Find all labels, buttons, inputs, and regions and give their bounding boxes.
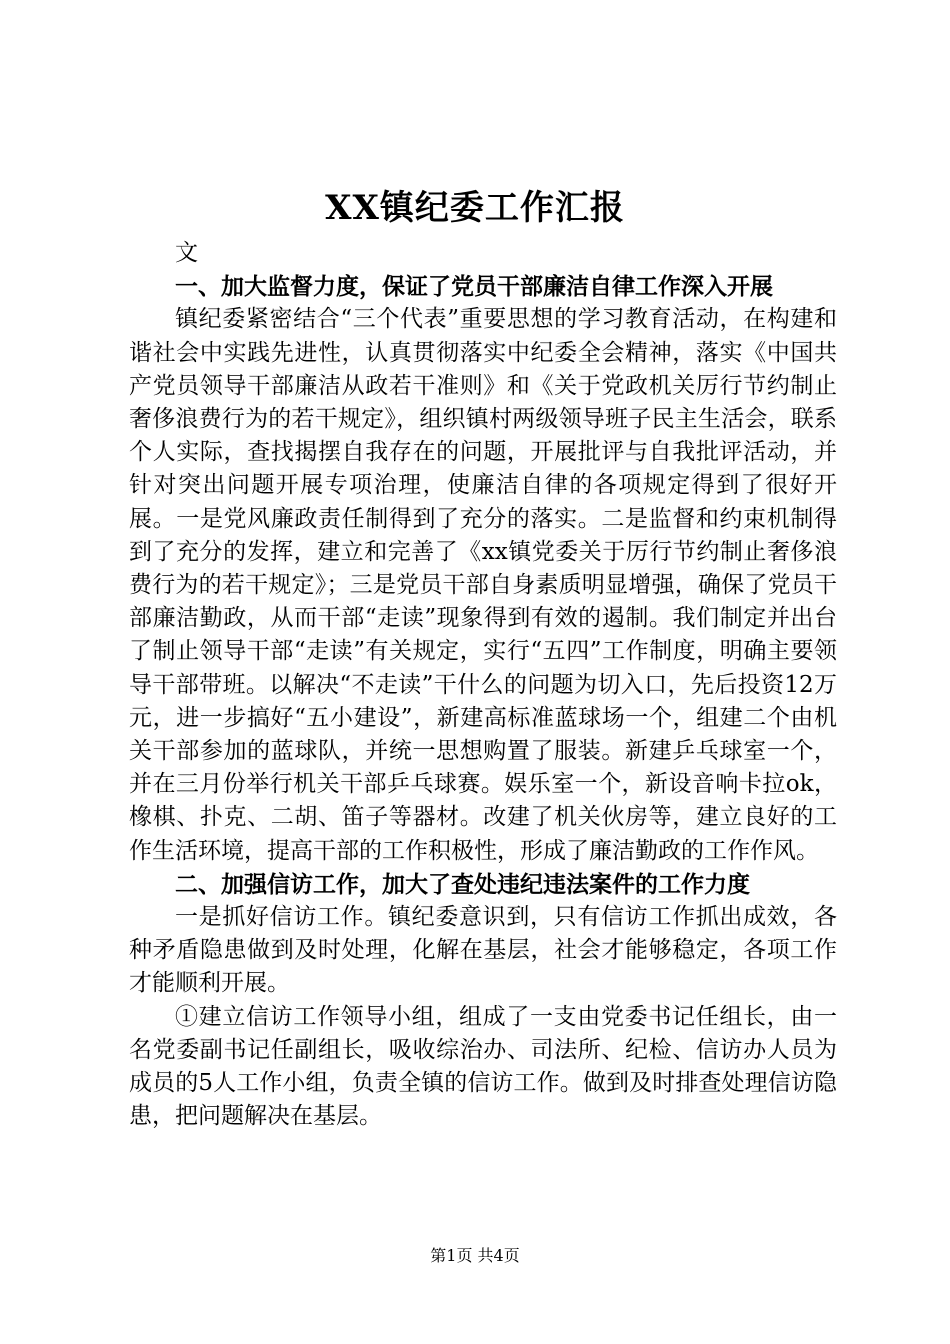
document-body (129, 237, 837, 1133)
document-title: XX镇纪委工作汇报 (325, 188, 625, 228)
paragraph-1: 镇纪委紧密结合“三个代表”重要思想的学习教育活动，在构建和谐社会中实践先进性，认真贯彻落实中纪委全会精神，落实《中国共产党员领导干部廉洁从政若干准则》和《关于党政机关厉行节约制止奢侈浪费行为的若干规定》，组织镇村两级领导班子民主生活会，联系个人实际，查找揭摆自我存在的问题，开展批评与自我批评活动，并针对突出问题开展专项治理，使廉洁自律的各项规定得到了很好开展。一是党风廉政责任制得到了充分的落实。二是监督和约束机制得到了充分的发挥，建立和完善了《xx镇党委关于厉行节约制止奢侈浪费行为的若干规定》；三是党员干部自身素质明显增强，确保了党员干部廉洁勤政，从而干部“走读”现象得到有效的遏制。我们制定并出台了制止领导干部“走读”有关规定，实行“五四”工作制度，明确主要领导干部带班。以解决“不走读”干什么的问题为切入口，先后投资12万元，进一步搞好“五小建设”，新建高标准蓝球场一个，组建二个由机关干部参加的蓝球队，并统一思想购置了服装。新建乒乓球室一个，并在三月份举行机关干部乒乓球赛。娱乐室一个，新设音响卡拉ok，橡棋、扑克、二胡、笛子等器材。改建了机关伙房等，建立良好的工作生活环境，提高干部的工作积极性，形成了廉洁勤政的工作作风。 (129, 306, 837, 864)
section-heading-1: 一、加大监督力度，保证了党员干部廉洁自律工作深入开展 (175, 273, 773, 301)
section-heading-2: 二、加强信访工作，加大了查处违纪违法案件的工作力度 (175, 870, 750, 898)
paragraph-2: 一是抓好信访工作。镇纪委意识到，只有信访工作抓出成效，各种矛盾隐患做到及时处理，化解在基层，社会才能够稳定，各项工作才能顺利开展。 (129, 904, 837, 997)
paragraph-3: ①建立信访工作领导小组，组成了一支由党委书记任组长，由一名党委副书记任副组长，吸收综治办、司法所、纪检、信访办人员为成员的5人工作小组，负责全镇的信访工作。做到及时排查处理信访隐患，把问题解决在基层。 (129, 1003, 837, 1130)
author-line: 文 (175, 240, 198, 266)
page-footer: 第1页 共4页 (430, 1246, 520, 1265)
